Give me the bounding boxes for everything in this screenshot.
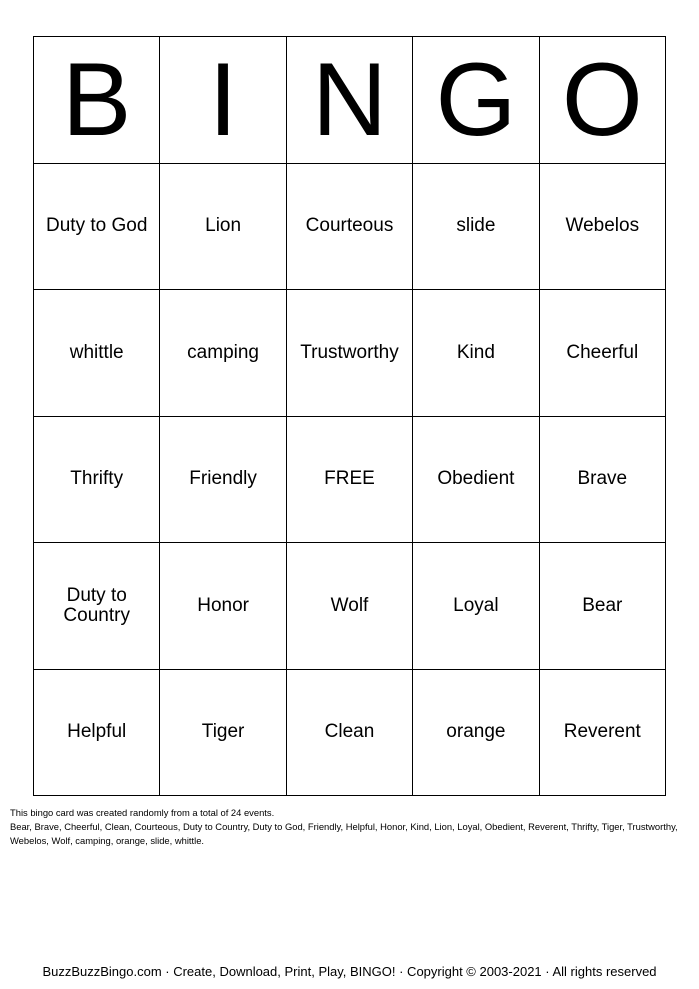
header-letter-i: I — [160, 37, 286, 164]
bingo-cell: Clean — [287, 670, 413, 797]
header-letter-n: N — [287, 37, 413, 164]
creation-note: This bingo card was created randomly from a total of 24 events. — [10, 807, 275, 818]
site-footer: BuzzBuzzBingo.com · Create, Download, Print, Play, BINGO! · Copyright © 2003-2021 · All rights reserved — [42, 964, 657, 979]
bingo-cell: Thrifty — [34, 417, 160, 544]
bingo-cell: slide — [413, 164, 539, 291]
free-space-cell: FREE — [287, 417, 413, 544]
bingo-cell: Cheerful — [540, 290, 666, 417]
bingo-cell: Lion — [160, 164, 286, 291]
bingo-cell: Bear — [540, 543, 666, 670]
bingo-card — [33, 36, 666, 796]
bingo-cell: Tiger — [160, 670, 286, 797]
bingo-cell: whittle — [34, 290, 160, 417]
bingo-cell: Loyal — [413, 543, 539, 670]
bingo-cell: Kind — [413, 290, 539, 417]
bingo-cell: Friendly — [160, 417, 286, 544]
bingo-cell: camping — [160, 290, 286, 417]
bingo-cell: Duty to Country — [34, 543, 160, 670]
header-letter-g: G — [413, 37, 539, 164]
bingo-cell: Brave — [540, 417, 666, 544]
bingo-cell: Wolf — [287, 543, 413, 670]
header-letter-o: O — [540, 37, 666, 164]
event-list: Bear, Brave, Cheerful, Clean, Courteous, Duty to Country, Duty to God, Friendly, Helpful, Honor, Kind, Lion, Loyal, Obedient, Reverent, Thrifty, Tiger, Trustworthy, Webelos, Wolf, camping, orange, slide, whittle. — [10, 821, 678, 846]
bingo-cell: Webelos — [540, 164, 666, 291]
bingo-cell: Trustworthy — [287, 290, 413, 417]
bingo-cell: Reverent — [540, 670, 666, 797]
bingo-cell: Duty to God — [34, 164, 160, 291]
bingo-cell: Honor — [160, 543, 286, 670]
bingo-cell: Helpful — [34, 670, 160, 797]
header-letter-b: B — [34, 37, 160, 164]
bingo-cell: Obedient — [413, 417, 539, 544]
card-notes — [10, 806, 692, 848]
bingo-cell: orange — [413, 670, 539, 797]
bingo-cell: Courteous — [287, 164, 413, 291]
